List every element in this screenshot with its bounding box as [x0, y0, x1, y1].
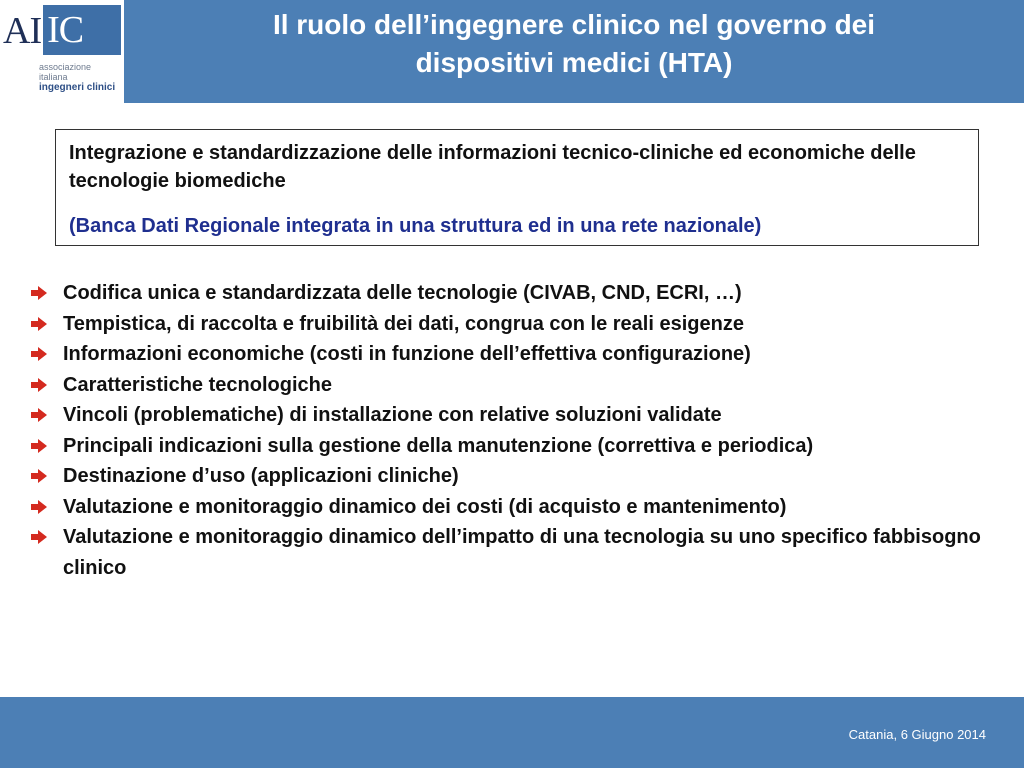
slide-title-line1: Il ruolo dell’ingegnere clinico nel governo dei — [272, 9, 876, 40]
summary-highlight: (Banca Dati Regionale integrata in una struttura ed in una rete nazionale) — [69, 215, 762, 237]
list-item — [31, 309, 993, 340]
list-item-text: Informazioni economiche (costi in funzione dell’effettiva configurazione) — [63, 343, 751, 365]
footer-band — [0, 697, 1024, 768]
arrow-bullet-icon — [31, 408, 47, 422]
list-item-text: Destinazione d’uso (applicazioni cliniche) — [63, 465, 459, 487]
list-item-text: Codifica unica e standardizzata delle tecnologie (CIVAB, CND, ECRI, …) — [63, 282, 742, 304]
footer-date: Catania, 6 Giugno 2014 — [848, 727, 986, 742]
arrow-bullet-icon — [31, 439, 47, 453]
logo-mark-box: IC — [43, 5, 121, 55]
list-item-text: Caratteristiche tecnologiche — [63, 373, 332, 396]
list-item-text: Vincoli (problematiche) di installazione con relative soluzioni validate — [63, 404, 722, 426]
title-band — [124, 0, 1024, 103]
summary-box — [55, 129, 979, 246]
list-item — [31, 492, 993, 523]
arrow-bullet-icon — [31, 469, 47, 483]
arrow-bullet-icon — [31, 317, 47, 331]
list-item — [31, 400, 993, 431]
bullet-list — [31, 278, 993, 583]
logo-text-line1: associazione — [39, 62, 92, 72]
slide-title — [124, 6, 1024, 82]
logo-text-line2: italiana — [39, 72, 68, 82]
list-item — [31, 370, 993, 401]
list-item — [31, 461, 993, 492]
arrow-bullet-icon — [31, 530, 47, 544]
list-item — [31, 522, 993, 583]
logo-text-line3: ingegneri clinici — [39, 82, 116, 93]
list-item-text: Tempistica, di raccolta e fruibilità dei dati, congrua con le reali esigenze — [63, 312, 744, 335]
list-item — [31, 431, 993, 462]
logo-mark: AI IC — [3, 12, 119, 62]
list-item-text: Valutazione e monitoraggio dinamico dell’impatto di una tecnologia su uno specifico fabbisogno clinico — [63, 526, 981, 579]
list-item — [31, 339, 993, 370]
arrow-bullet-icon — [31, 500, 47, 514]
arrow-bullet-icon — [31, 347, 47, 361]
header — [0, 0, 1024, 103]
summary-paragraph: Integrazione e standardizzazione delle informazioni tecnico-cliniche ed economiche delle tecnologie biomediche — [69, 142, 916, 192]
list-item-text: Valutazione e monitoraggio dinamico dei costi (di acquisto e mantenimento) — [63, 495, 787, 518]
arrow-bullet-icon — [31, 286, 47, 300]
list-item-text: Principali indicazioni sulla gestione della manutenzione (correttiva e periodica) — [63, 434, 814, 457]
list-item — [31, 278, 993, 309]
arrow-bullet-icon — [31, 378, 47, 392]
aiic-logo — [0, 0, 124, 103]
slide-title-line2: dispositivi medici (HTA) — [415, 47, 733, 78]
